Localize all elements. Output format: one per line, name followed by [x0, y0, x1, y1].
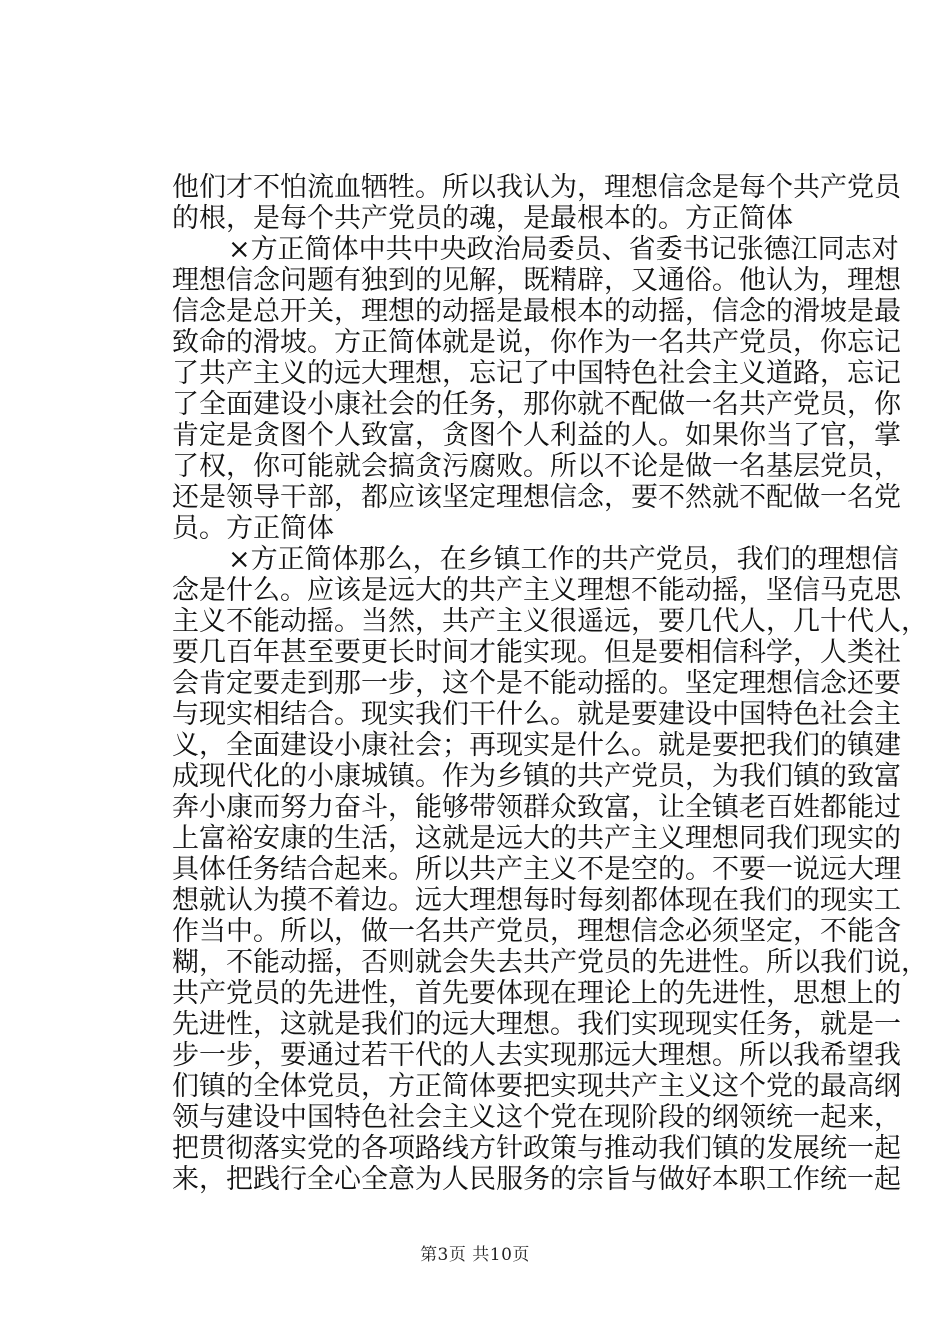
text-line: 想就认为摸不着边。远大理想每时每刻都体现在我们的现实工	[172, 885, 901, 916]
text-line: 领与建设中国特色社会主义这个党在现阶段的纲领统一起来，	[172, 1102, 901, 1133]
paragraph-start-line: ×方正简体中共中央政治局委员、省委书记张德江同志对	[228, 234, 899, 265]
text-line: 成现代化的小康城镇。作为乡镇的共产党员，为我们镇的致富	[172, 761, 901, 792]
text-line: 会肯定要走到那一步，这个是不能动摇的。坚定理想信念还要	[172, 668, 901, 699]
text-line: 肯定是贪图个人致富，贪图个人利益的人。如果你当了官，掌	[172, 420, 901, 451]
text-line: 们镇的全体党员，方正简体要把实现共产主义这个党的最高纲	[172, 1071, 901, 1102]
text-line: 共产党员的先进性，首先要体现在理论上的先进性，思想上的	[172, 978, 901, 1009]
text-line: 作当中。所以，做一名共产党员，理想信念必须坚定，不能含	[172, 916, 901, 947]
text-line: 主义不能动摇。当然，共产主义很遥远，要几代人，几十代人，	[172, 606, 928, 637]
text-line: 义，全面建设小康社会；再现实是什么。就是要把我们的镇建	[172, 730, 901, 761]
page-number-footer: 第3页 共10页	[420, 1245, 530, 1265]
text-line: 的根，是每个共产党员的魂，是最根本的。方正简体	[172, 203, 793, 234]
text-line: 了共产主义的远大理想，忘记了中国特色社会主义道路，忘记	[172, 358, 901, 389]
text-line: 具体任务结合起来。所以共产主义不是空的。不要一说远大理	[172, 854, 901, 885]
text-line: 来，把践行全心全意为人民服务的宗旨与做好本职工作统一起	[172, 1164, 901, 1195]
text-line: 信念是总开关，理想的动摇是最根本的动摇，信念的滑坡是最	[172, 296, 901, 327]
text-line: 念是什么。应该是远大的共产主义理想不能动摇，坚信马克思	[172, 575, 901, 606]
text-line: 上富裕安康的生活，这就是远大的共产主义理想同我们现实的	[172, 823, 901, 854]
text-line: 糊，不能动摇，否则就会失去共产党员的先进性。所以我们说，	[172, 947, 928, 978]
text-line: 理想信念问题有独到的见解，既精辟，又通俗。他认为，理想	[172, 265, 901, 296]
text-line: 奔小康而努力奋斗，能够带领群众致富，让全镇老百姓都能过	[172, 792, 901, 823]
text-line: 了全面建设小康社会的任务，那你就不配做一名共产党员，你	[172, 389, 901, 420]
text-line: 把贯彻落实党的各项路线方针政策与推动我们镇的发展统一起	[172, 1133, 901, 1164]
text-line: 要几百年甚至要更长时间才能实现。但是要相信科学，人类社	[172, 637, 901, 668]
document-body	[172, 172, 928, 1195]
text-line: 致命的滑坡。方正简体就是说，你作为一名共产党员，你忘记	[172, 327, 901, 358]
text-line: 与现实相结合。现实我们干什么。就是要建设中国特色社会主	[172, 699, 901, 730]
paragraph-start-line: ×方正简体那么，在乡镇工作的共产党员，我们的理想信	[228, 544, 899, 575]
text-line: 他们才不怕流血牺牲。所以我认为，理想信念是每个共产党员	[172, 172, 901, 203]
text-line: 先进性，这就是我们的远大理想。我们实现现实任务，就是一	[172, 1009, 901, 1040]
text-line: 员。方正简体	[172, 513, 334, 544]
text-line: 还是领导干部，都应该坚定理想信念，要不然就不配做一名党	[172, 482, 901, 513]
text-line: 步一步，要通过若干代的人去实现那远大理想。所以我希望我	[172, 1040, 901, 1071]
text-line: 了权，你可能就会搞贪污腐败。所以不论是做一名基层党员，	[172, 451, 901, 482]
